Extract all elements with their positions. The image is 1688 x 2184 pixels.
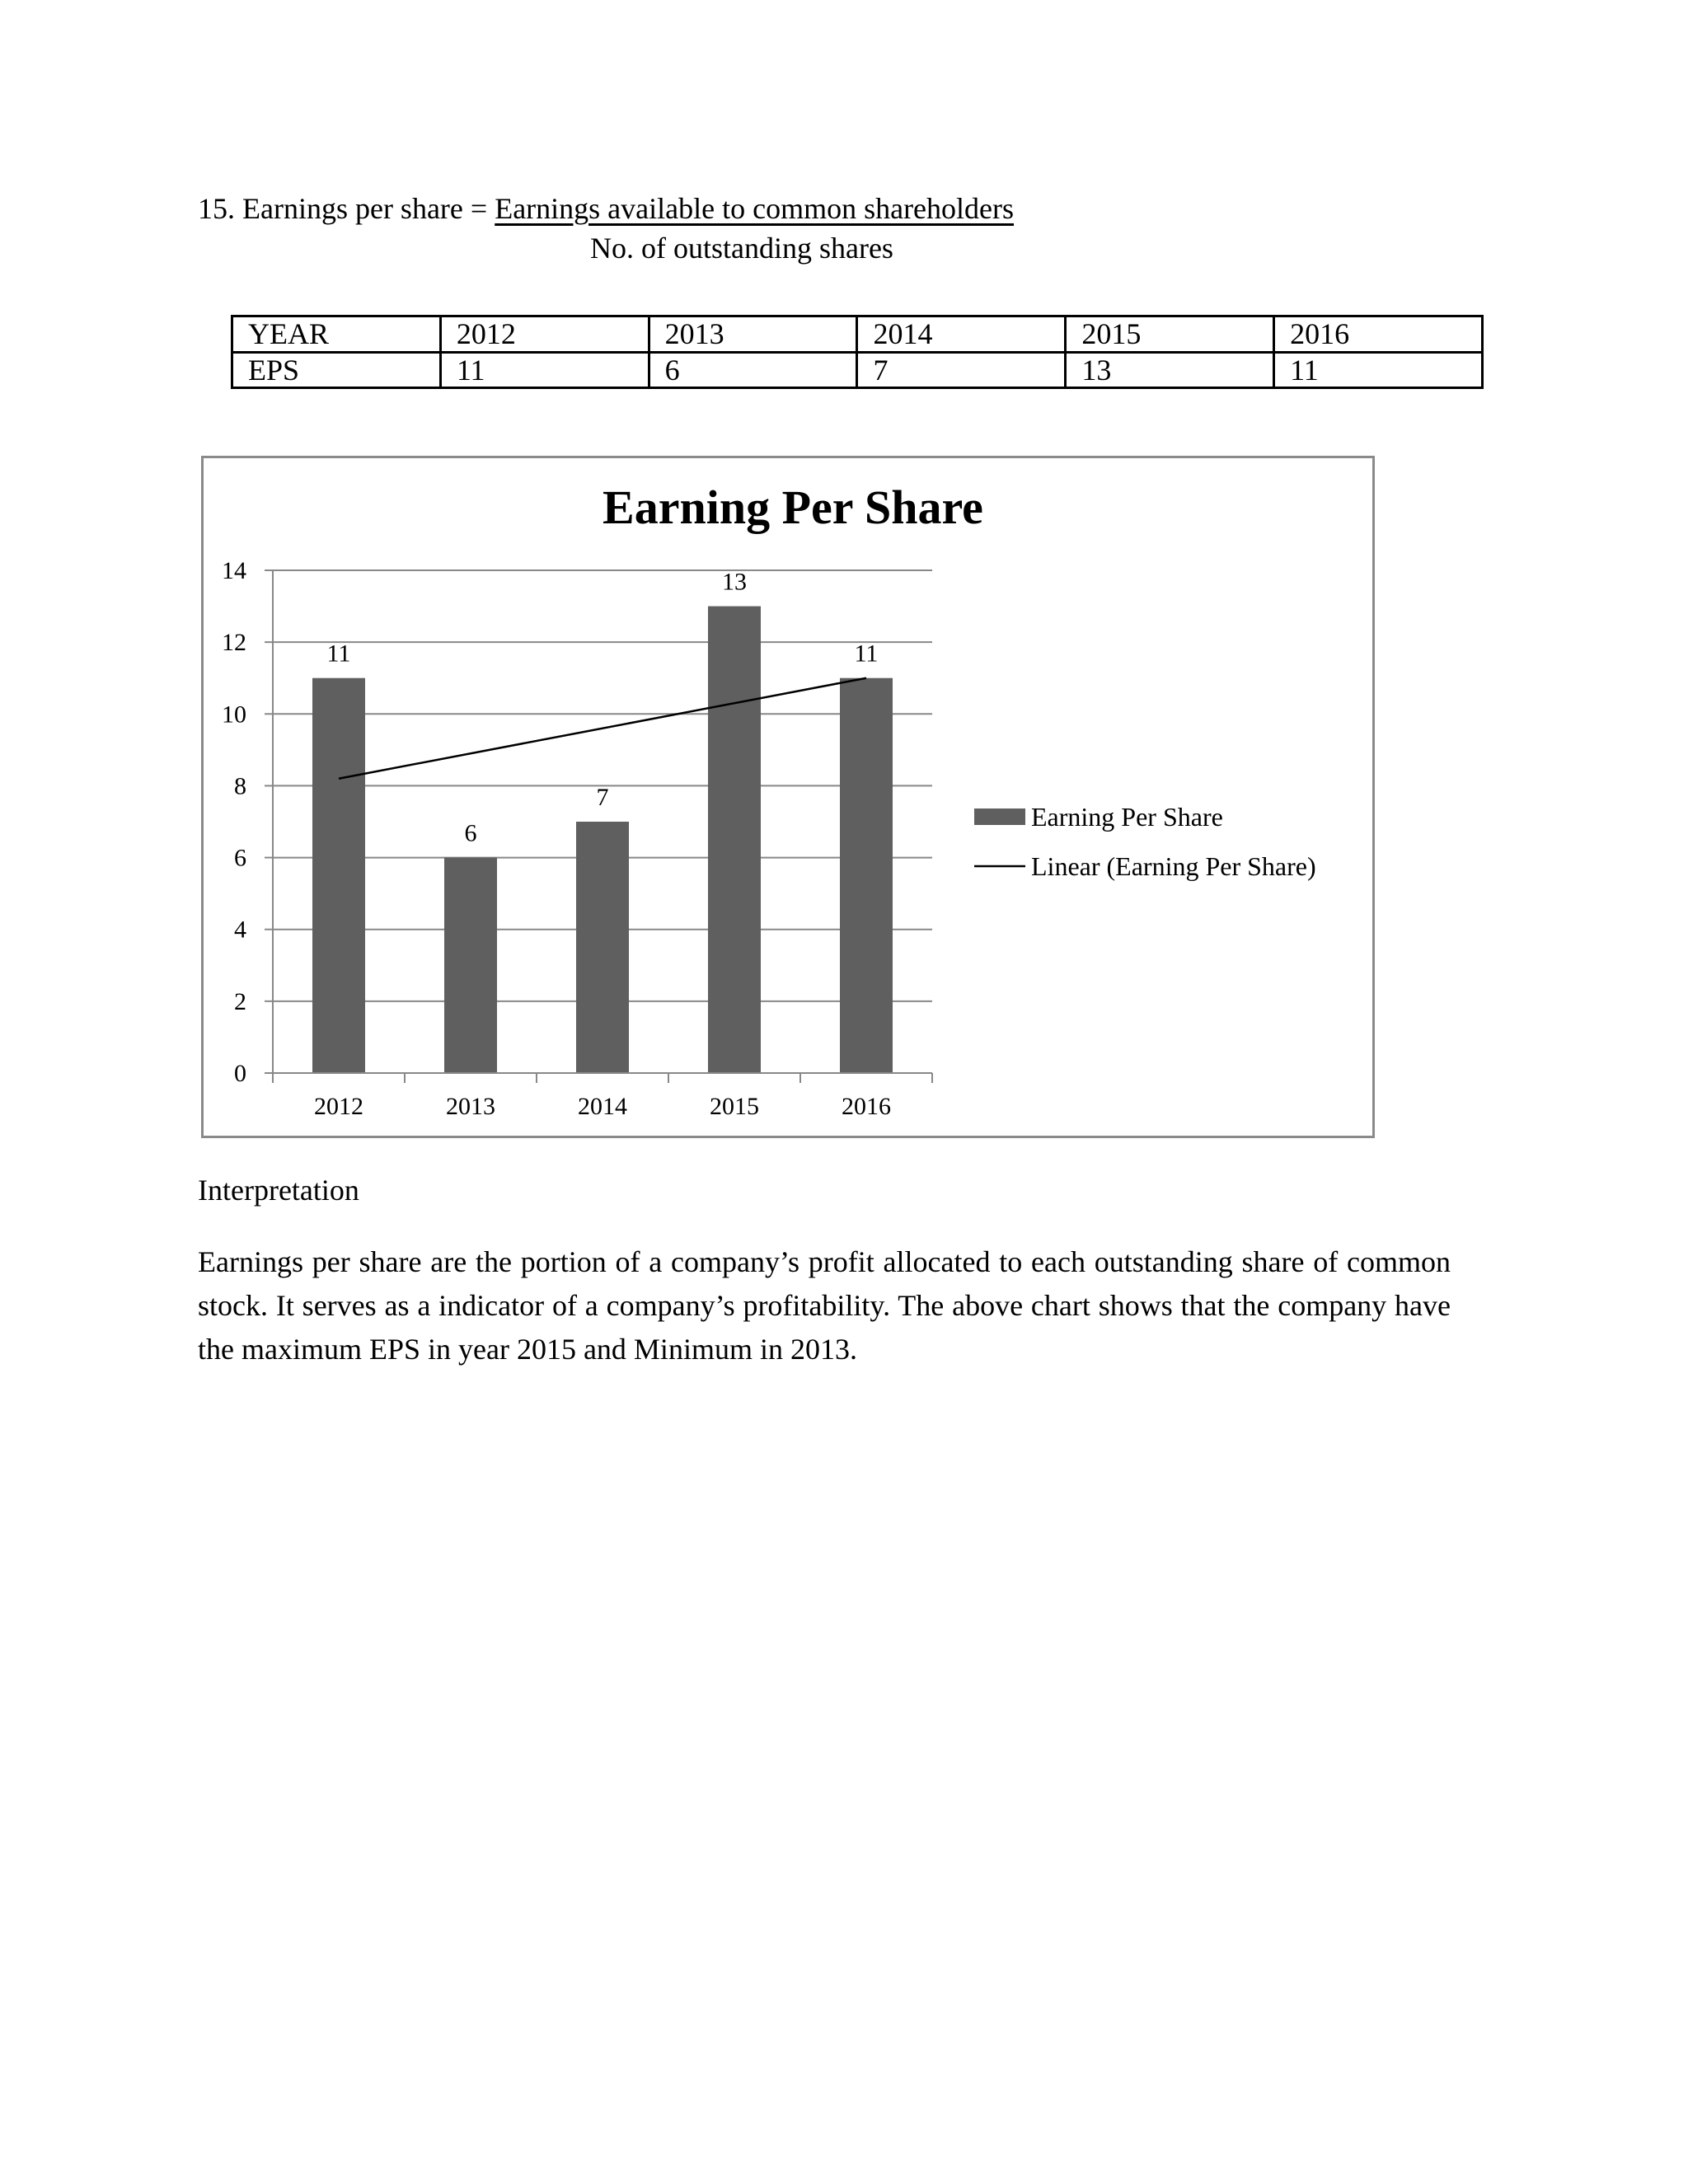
x-tick-label: 2014: [578, 1093, 627, 1120]
chart-title: Earning Per Share: [603, 480, 983, 534]
y-tick-label: 14: [222, 557, 246, 584]
bar: [840, 678, 893, 1073]
x-tick-label: 2016: [842, 1093, 891, 1120]
interpretation-paragraph: Earnings per share are the portion of a company’s profit allocated to each outstanding share of common stock. It serves as a indicator of a company’s profitability. The above chart shows that the company have the maximum EPS in year 2015 and Minimum in 2013.: [198, 1245, 1451, 1366]
table-cell: 7: [857, 352, 1066, 388]
eps-chart: [201, 456, 1375, 1138]
table-row: [232, 316, 1483, 353]
x-tick-label: 2015: [710, 1093, 759, 1120]
legend-bar-label: Earning Per Share: [1031, 802, 1223, 832]
formula-line: [198, 191, 1014, 226]
table-cell: 6: [649, 352, 857, 388]
bar: [444, 858, 497, 1073]
y-tick-label: 12: [222, 629, 246, 657]
bar-layer: [312, 607, 893, 1073]
bar: [312, 678, 365, 1073]
data-label: 6: [464, 819, 477, 847]
legend-layer: [974, 802, 1316, 881]
y-tick-label: 0: [234, 1060, 246, 1087]
table-cell: 11: [440, 352, 649, 388]
table-cell: 13: [1066, 352, 1274, 388]
table-cell: 2016: [1274, 316, 1483, 353]
x-tick-label: 2012: [314, 1093, 363, 1120]
formula-denominator: No. of outstanding shares: [590, 232, 893, 265]
trendline: [339, 678, 866, 779]
legend-trendline-label: Linear (Earning Per Share): [1031, 851, 1316, 881]
eps-table: [231, 315, 1484, 389]
table-cell: YEAR: [232, 316, 441, 353]
legend-bar-swatch: [974, 808, 1025, 825]
bar: [576, 822, 629, 1073]
table-cell: 2012: [440, 316, 649, 353]
data-label: 11: [854, 640, 879, 668]
x-tick-label: 2013: [446, 1093, 495, 1120]
formula-numerator: Earnings available to common shareholders: [495, 192, 1015, 225]
y-tick-label: 6: [234, 844, 246, 872]
table-cell: 2013: [649, 316, 857, 353]
table-cell: 2015: [1066, 316, 1274, 353]
chart-svg: [204, 458, 1372, 1136]
y-tick-label: 4: [234, 916, 246, 944]
formula-prefix: 15. Earnings per share =: [198, 192, 495, 225]
bar: [708, 607, 761, 1073]
label-layer: [327, 569, 879, 847]
y-tick-label: 10: [222, 701, 246, 729]
table-cell: EPS: [232, 352, 441, 388]
data-label: 7: [596, 784, 609, 811]
data-label: 11: [326, 640, 351, 668]
table-row: [232, 352, 1483, 388]
data-label: 13: [722, 568, 747, 596]
y-tick-label: 2: [234, 987, 246, 1015]
y-tick-label: 8: [234, 772, 246, 800]
table-cell: 11: [1274, 352, 1483, 388]
table-cell: 2014: [857, 316, 1066, 353]
interpretation-heading: Interpretation: [198, 1174, 359, 1207]
